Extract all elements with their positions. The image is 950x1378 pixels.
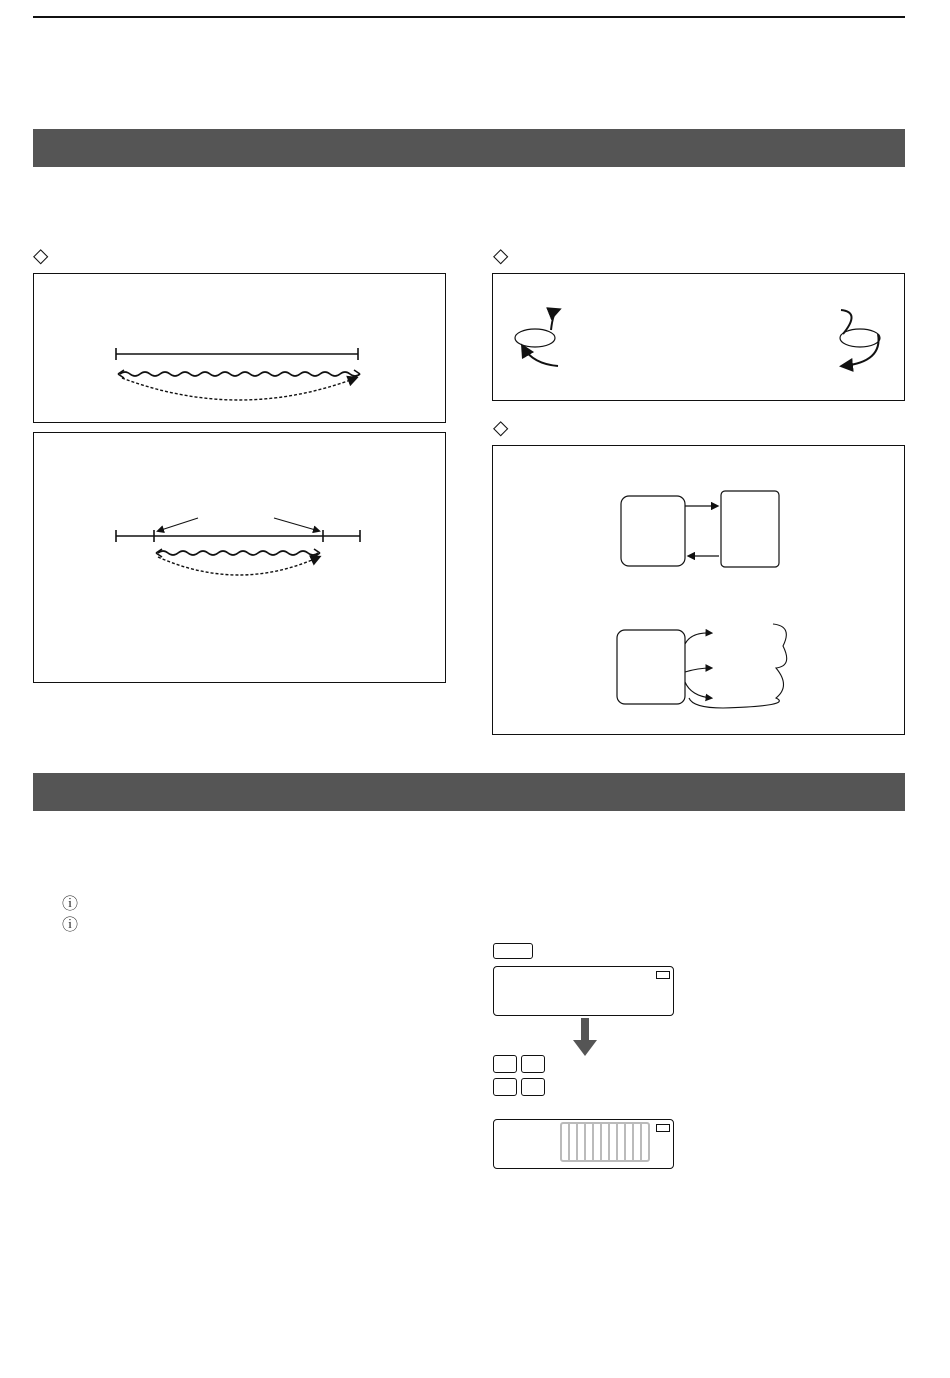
full-scan-box [33,273,446,423]
lcd-vfo-display [493,966,674,1016]
example-if-necessary [493,1077,923,1098]
note-2 [33,916,453,937]
example-push-func-line [493,1054,545,1075]
func-key-icon [493,1055,517,1073]
programmed-scan-diagram [34,433,444,583]
memory-scan-box [492,273,905,401]
diamond-icon: ◇ [33,245,49,267]
header-rule [33,16,905,18]
func-key-icon [493,1078,517,1096]
programmed-scan-box [33,432,446,683]
info-icon: ⓘ [62,916,79,934]
memory-scan-diagram [493,274,903,399]
lcd-blank-digits [560,1122,650,1162]
priority-watch-box [492,445,905,735]
priority-watch-diagram [493,446,903,734]
diamond-icon: ◇ [493,245,509,267]
jump-arc [122,378,356,400]
priority-watch-heading [493,415,508,440]
memory-scan-heading [493,243,508,268]
battery-icon [656,1124,670,1132]
note-1 [33,895,453,916]
down-arrow-icon [572,1018,598,1058]
battery-icon [656,971,670,979]
lcd-al-display [493,1119,674,1169]
section-banner-full-scan [33,773,905,811]
example-push-line [493,941,533,962]
diamond-icon: ◇ [493,417,509,439]
scan-key-icon [521,1055,545,1073]
steps-list [33,895,453,936]
set-key-icon [521,1078,545,1096]
scan-wave [120,372,360,376]
vfo-scan-heading [33,243,48,268]
full-scan-diagram [34,274,444,422]
info-icon: ⓘ [62,896,79,913]
section-banner-scan-types [33,129,905,167]
vfo-mr-call-key-icon [493,943,533,959]
